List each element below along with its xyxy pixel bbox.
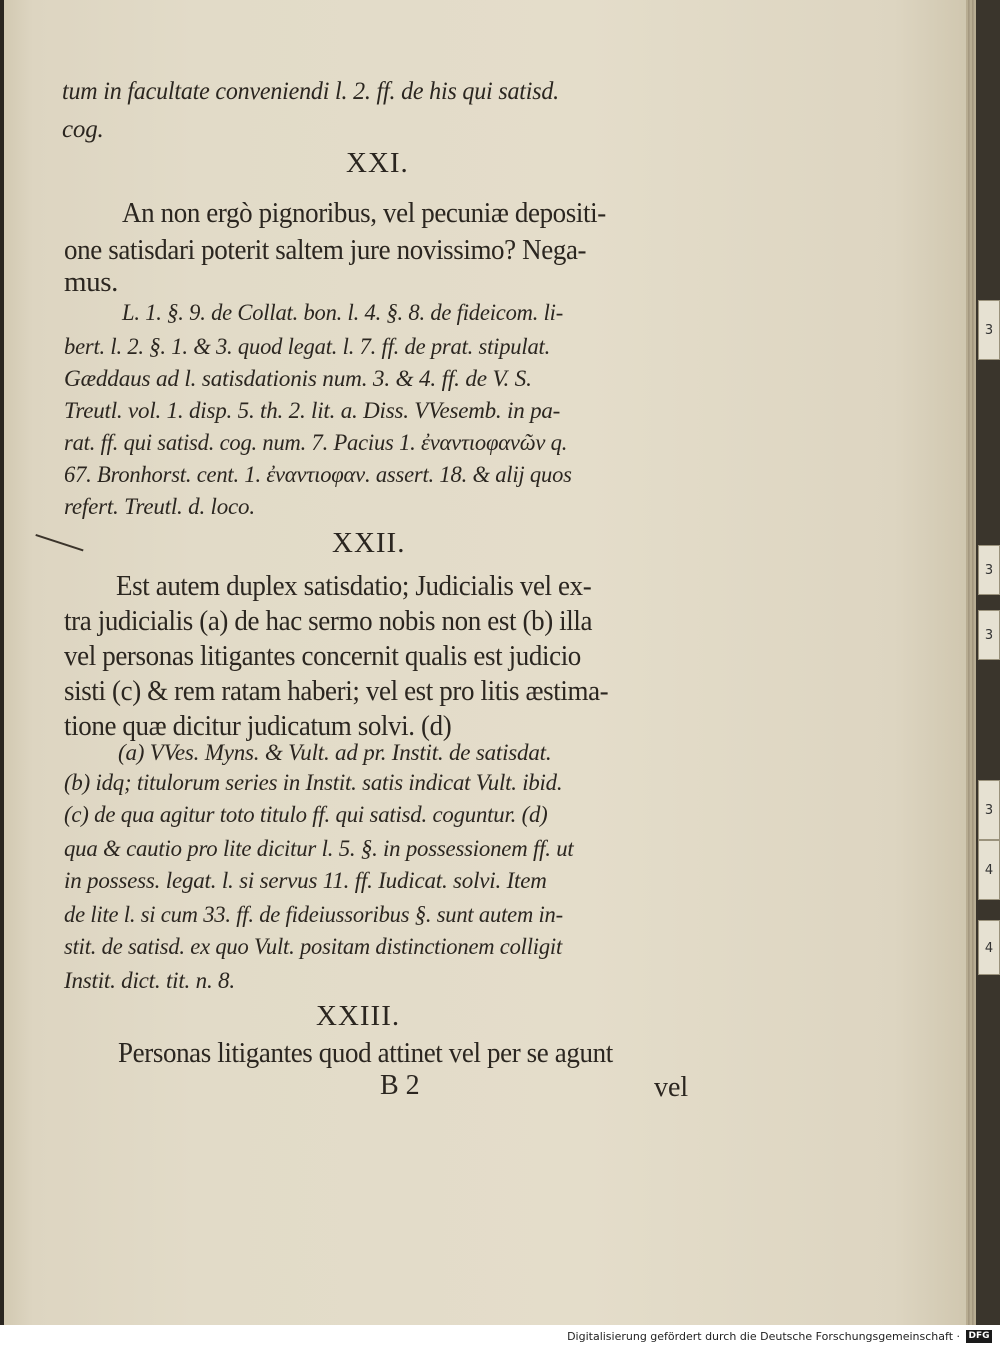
body-line: Est autem duplex satisdatio; Judicialis vel ex- xyxy=(116,570,592,602)
note-line: in possess. legat. l. si servus 11. ff. Iudicat. solvi. Item xyxy=(64,868,547,893)
body-line: mus. xyxy=(64,266,118,298)
note-line: bert. l. 2. §. 1. & 3. quod legat. l. 7. ff. de prat. stipulat. xyxy=(64,334,551,359)
footer-credit: Digitalisierung gefördert durch die Deutsche Forschungsgemeinschaft · xyxy=(567,1330,960,1343)
note-line: stit. de satisd. ex quo Vult. positam distinctionem colligit xyxy=(64,934,563,959)
note-line: L. 1. §. 9. de Collat. bon. l. 4. §. 8. de fideicom. li- xyxy=(122,300,564,325)
body-line: An non ergò pignoribus, vel pecuniæ depositi- xyxy=(122,197,606,229)
section-heading-xxii: XXII. xyxy=(332,527,406,559)
note-line: rat. ff. qui satisd. cog. num. 7. Pacius 1. ἐναντιοφανῶν q. xyxy=(64,430,568,455)
note-line: de lite l. si cum 33. ff. de fideiussoribus §. sunt autem in- xyxy=(64,902,563,927)
note-line: Gæddaus ad l. satisdationis num. 3. & 4. ff. de V. S. xyxy=(64,366,532,391)
note-line: Instit. dict. tit. n. 8. xyxy=(64,968,235,993)
note-line: 67. Bronhorst. cent. 1. ἐναντιοφαν. assert. 18. & alij quos xyxy=(64,462,572,487)
continuation-line: tum in facultate conveniendi l. 2. ff. de his qui satisd. xyxy=(62,78,559,105)
body-line: vel personas litigantes concernit qualis est judicio xyxy=(64,640,581,672)
signature-mark: B 2 xyxy=(380,1070,420,1101)
index-tab: 3 xyxy=(978,545,1000,595)
side-index-tabs xyxy=(976,0,1000,1325)
note-line: (c) de qua agitur toto titulo ff. qui satisd. coguntur. (d) xyxy=(64,802,548,827)
note-line: qua & cautio pro lite dicitur l. 5. §. in possessionem ff. ut xyxy=(64,836,574,861)
note-line: refert. Treutl. d. loco. xyxy=(64,494,255,519)
paper-page xyxy=(4,0,972,1325)
note-line: (a) VVes. Myns. & Vult. ad pr. Instit. de satisdat. xyxy=(118,740,552,765)
dfg-logo-icon: DFG xyxy=(966,1330,992,1343)
body-line: sisti (c) & rem ratam haberi; vel est pro litis æstima- xyxy=(64,675,609,707)
index-tab: 3 xyxy=(978,300,1000,360)
index-tab: 4 xyxy=(978,840,1000,900)
footer-bar xyxy=(0,1325,1000,1348)
note-line: Treutl. vol. 1. disp. 5. th. 2. lit. a. Diss. VVesemb. in pa- xyxy=(64,398,561,423)
index-tab: 3 xyxy=(978,610,1000,660)
body-line: tione quæ dicitur judicatum solvi. (d) xyxy=(64,710,452,742)
body-line: tra judicialis (a) de hac sermo nobis non est (b) illa xyxy=(64,605,593,637)
body-line: one satisdari poterit saltem jure novissimo? Nega- xyxy=(64,234,587,266)
index-tab: 4 xyxy=(978,920,1000,975)
section-heading-xxiii: XXIII. xyxy=(316,1000,401,1032)
index-tab: 3 xyxy=(978,780,1000,840)
section-heading-xxi: XXI. xyxy=(346,147,409,179)
margin-pen-mark xyxy=(35,534,83,551)
catchword: vel xyxy=(654,1072,689,1103)
body-line: Personas litigantes quod attinet vel per se agunt xyxy=(118,1037,613,1069)
continuation-line: cog. xyxy=(62,116,104,143)
note-line: (b) idq; titulorum series in Instit. satis indicat Vult. ibid. xyxy=(64,770,563,795)
